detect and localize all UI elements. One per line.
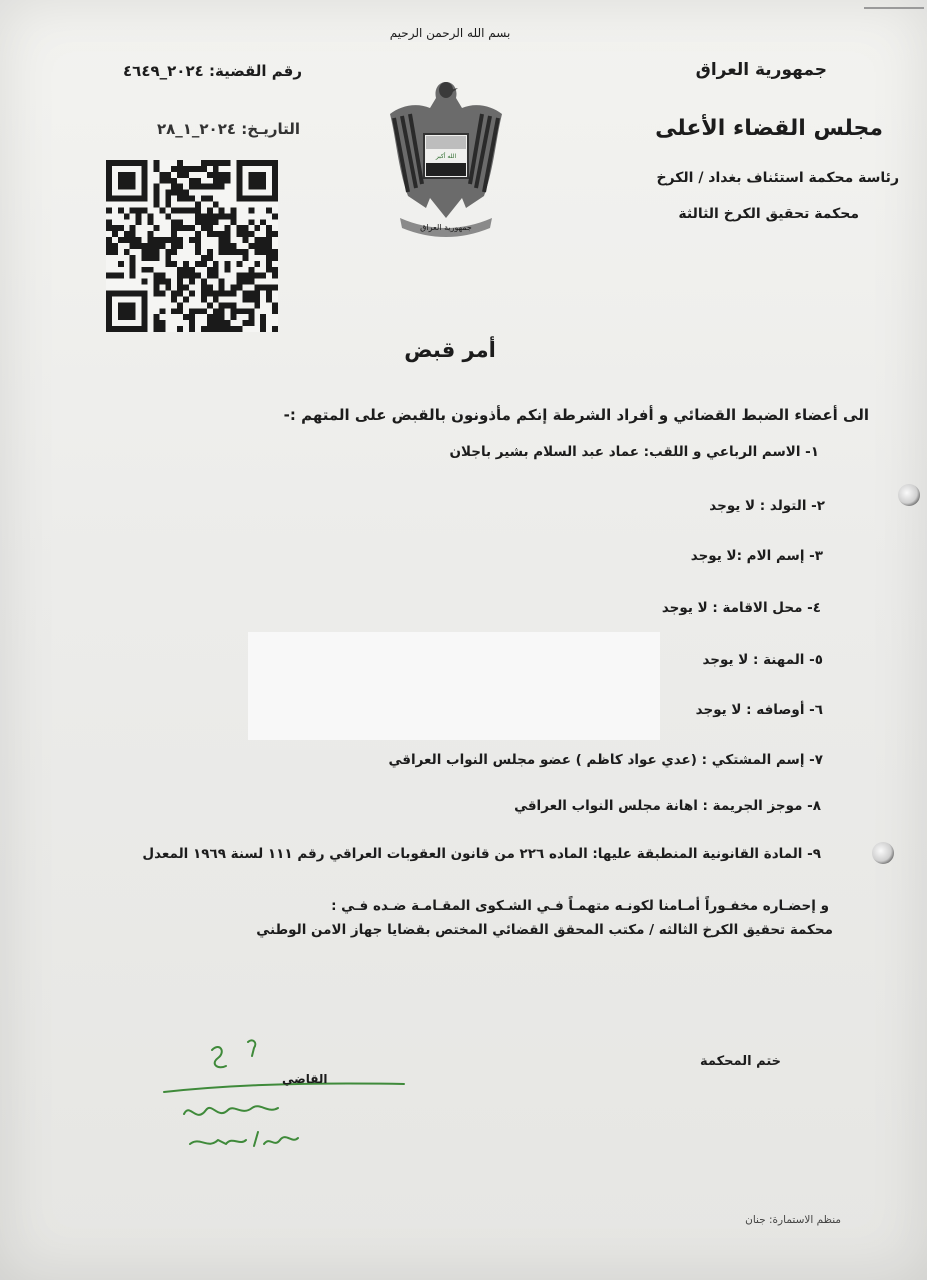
item-occupation: ٥- المهنة : لا يوجد	[702, 652, 823, 668]
case-number: رقم القضية: ٢٠٢٤_٤٦٤٩	[123, 62, 302, 80]
item-legal-article: ٩- المادة القانونية المنطبقة عليها: الماده ٢٢٦ من قانون العقوبات العراقي رقم ١١١ لسنة ١٩٦٩ المعدل	[142, 846, 821, 862]
item-complainant: ٧- إسم المشتكي : (عدي عواد كاظم ) عضو مجلس النواب العراقي	[388, 752, 823, 768]
emblem-banner: جمهورية العراق	[420, 223, 472, 232]
order-text-line-2: محكمة تحقيق الكرخ الثالثه / مكتب المحقق القضائي المختص بقضايا جهاز الامن الوطني	[256, 922, 833, 938]
judge-label: القاضي	[282, 1072, 328, 1086]
item-description: ٦- أوصافه : لا يوجد	[695, 702, 823, 718]
judge-signature	[160, 1036, 410, 1166]
iraq-emblem-icon	[386, 68, 506, 240]
item-crime-summary: ٨- موجز الجريمة : اهانة مجلس النواب العراقي	[514, 798, 821, 814]
punch-hole	[872, 842, 894, 864]
item-residence: ٤- محل الاقامة : لا يوجد	[661, 600, 821, 616]
council-name: مجلس القضاء الأعلى	[655, 116, 883, 141]
intro-line: الى أعضاء الضبط القضائي و أفراد الشرطة إنكم مأذونون بالقبض على المتهم :-	[283, 406, 869, 424]
document-date: التاريـخ: ٢٠٢٤_١_٢٨	[156, 120, 300, 138]
item-full-name: ١- الاسم الرباعي و اللقب: عماد عبد السلام بشير باجلان	[449, 444, 819, 460]
court-seal-label: ختم المحكمة	[700, 1054, 781, 1069]
qr-code-icon	[106, 160, 278, 332]
punch-hole	[898, 484, 920, 506]
item-mother-name: ٣- إسم الام :لا يوجد	[690, 548, 823, 564]
court-name: محكمة تحقيق الكرخ الثالثة	[678, 206, 859, 222]
corner-mark	[862, 0, 927, 12]
bismillah: بسم الله الرحمن الرحيم	[389, 26, 511, 40]
redaction-box	[248, 632, 660, 740]
emblem-takbir: الله أكبر	[435, 153, 457, 160]
form-organizer: منظم الاستمارة: جنان	[745, 1214, 841, 1226]
country-name: جمهورية العراق	[695, 60, 827, 80]
order-text-line-1: و إحضـاره مخفـوراً أمـامنا لكونـه متهمـاً فـي الشـكوى المقـامـة ضـده فـي :	[331, 898, 829, 914]
document-title: أمر قبض	[404, 338, 496, 362]
presidency-name: رئاسة محكمة استئناف بغداد / الكرخ	[656, 170, 899, 186]
item-birth: ٢- التولد : لا يوجد	[709, 498, 825, 514]
